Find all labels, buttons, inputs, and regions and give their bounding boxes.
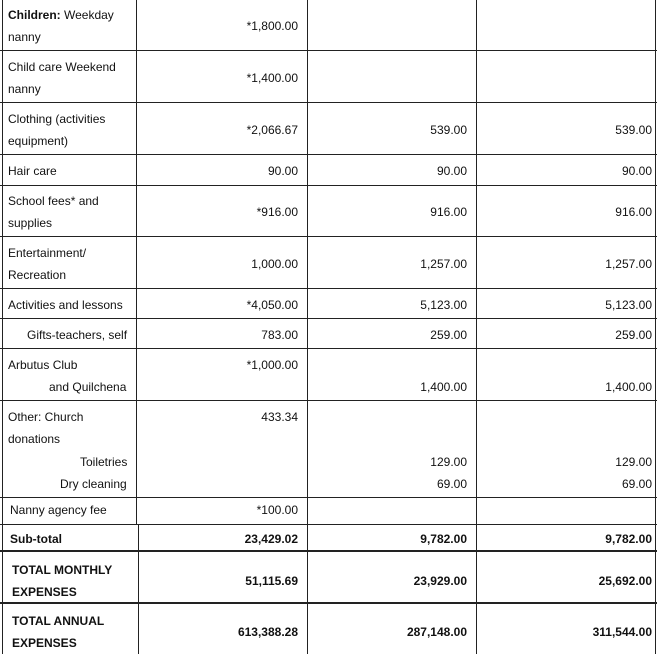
cell-col1: 1,000.00 [251,257,298,271]
total-monthly-label: TOTAL MONTHLY [12,563,113,577]
cell-col3: 539.00 [615,123,652,137]
row-label: Clothing (activities [8,112,106,126]
cell-col2: 129.00 [430,455,467,469]
row-label: Activities and lessons [8,298,123,312]
total-monthly-col3: 25,692.00 [598,574,652,588]
cell-col3: 5,123.00 [605,298,652,312]
row-divider [0,602,657,604]
row-divider [0,288,657,289]
row-label: Children: Weekday [8,8,114,22]
column-divider [2,0,3,654]
row-label-line2: equipment) [8,134,69,148]
subtotal-col2: 9,782.00 [420,532,467,546]
total-monthly-col2: 23,929.00 [413,574,467,588]
row-sublabel-dry-cleaning: Dry cleaning [60,477,127,491]
row-sublabel-toiletries: Toiletries [80,455,128,469]
cell-col1: *2,066.67 [246,123,298,137]
cell-col1: *4,050.00 [246,298,298,312]
total-monthly-label-line2: EXPENSES [12,585,77,599]
total-monthly-col1: 51,115.69 [245,574,298,588]
row-label-line2: Recreation [8,268,67,282]
column-divider [476,0,477,654]
row-divider [0,154,657,155]
cell-col3: 259.00 [615,328,652,342]
row-label: Entertainment/ [8,246,87,260]
cell-col1: *1,000.00 [246,358,298,372]
row-divider [0,318,657,319]
row-divider [0,102,657,103]
row-divider [0,524,657,525]
row-label: Gifts-teachers, self [27,328,128,342]
total-annual-col2: 287,148.00 [406,625,467,639]
total-annual-col3: 311,544.00 [592,625,652,639]
cell-col1: 433.34 [261,410,298,424]
row-divider [0,236,657,237]
cell-col2: 90.00 [436,164,467,178]
row-divider [0,497,657,498]
row-label: School fees* and [8,194,99,208]
subtotal-label: Sub-total [10,532,62,546]
cell-col1: *1,800.00 [246,19,298,33]
total-annual-col1: 613,388.28 [237,625,298,639]
cell-col2: 539.00 [430,123,467,137]
cell-col3: 90.00 [621,164,652,178]
cell-col2: 1,257.00 [420,257,467,271]
row-label: Nanny agency fee [10,503,107,517]
row-label-line2: donations [8,432,61,446]
row-label-line2: nanny [8,30,41,44]
column-divider [307,0,308,654]
cell-col1: 90.00 [267,164,298,178]
cell-col3: 129.00 [615,455,652,469]
column-divider [138,524,139,654]
row-label: Hair care [8,164,57,178]
row-divider [0,185,657,186]
cell-col3: 1,400.00 [605,380,652,394]
cell-col3: 916.00 [615,205,652,219]
cell-col2: 5,123.00 [420,298,467,312]
column-divider [136,0,137,524]
row-divider [0,400,657,401]
row-label: Other: Church [8,410,84,424]
cell-col3: 69.00 [621,477,652,491]
cell-col1: *916.00 [256,205,298,219]
cell-col1: *100.00 [256,503,298,517]
total-annual-label-line2: EXPENSES [12,636,77,650]
row-label-line2: supplies [8,216,53,230]
row-label: Arbutus Club [8,358,78,372]
row-divider [0,550,657,552]
row-label: Child care Weekend [8,60,116,74]
cell-col2: 916.00 [430,205,467,219]
cell-col1: 783.00 [261,328,298,342]
cell-col2: 69.00 [436,477,467,491]
total-annual-label: TOTAL ANNUAL [12,614,105,628]
row-divider [0,50,657,51]
cell-col1: *1,400.00 [246,71,298,85]
subtotal-col1: 23,429.02 [244,532,298,546]
column-divider [655,0,656,654]
row-label-line2: nanny [8,82,41,96]
row-label-line2: and Quilchena [49,380,127,394]
cell-col3: 1,257.00 [605,257,652,271]
row-divider [0,348,657,349]
cell-col2: 1,400.00 [420,380,467,394]
subtotal-col3: 9,782.00 [605,532,652,546]
cell-col2: 259.00 [430,328,467,342]
